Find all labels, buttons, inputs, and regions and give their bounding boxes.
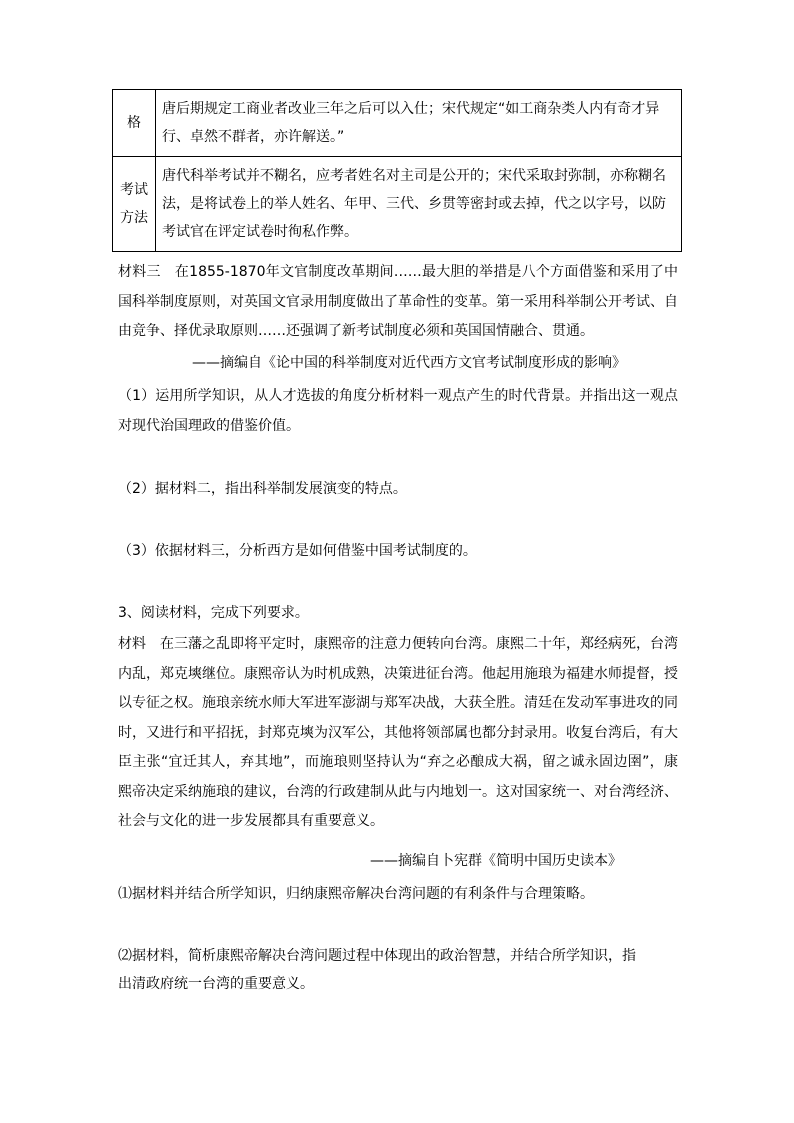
question-3-material: 材料 在三藩之乱即将平定时，康熙帝的注意力便转向台湾。康熙二十年，郑经病死，台湾内乱，郑克塽继位。康熙帝认为时机成熟，决策进征台湾。他起用施琅为福建水师提督，授以专征之权。施琅亲统水师大军进军澎湖与郑军决战，大获全胜。清廷在发动军事进攻的同时，又进行和平招抚，封郑克塽为汉军公，其他将领部属也都分封录用。收复台湾后，有大臣主张“宜迁其人，弃其地”，而施琅则坚持认为“弃之必酿成大祸，留之诚永固边圉”，康熙帝决定采纳施琅的建议，台湾的行政建制从此与内地划一。这对国家统一、对台湾经济、社会与文化的进一步发展都具有重要意义。 [118,636,678,829]
question-3-sub1: ⑴据材料并结合所学知识，归纳康熙帝解决台湾问题的有利条件与合理策略。 [118,886,594,902]
row-header: 考试方法 [113,157,156,252]
comparison-table [112,89,682,252]
question-2-sub2: （2）据材料二，指出科举制发展演变的特点。 [118,481,407,497]
question-3-sub2-line2: 出清政府统一台湾的重要意义。 [118,976,314,992]
question-2-sub1: （1）运用所学知识，从人才选拔的角度分析材料一观点产生的时代背景。并指出这一观点对现代治国理政的借鉴价值。 [118,388,678,434]
material-three-source: ——摘编自《论中国的科举制度对近代西方文官考试制度形成的影响》 [192,355,626,371]
table-row [113,157,682,252]
table-row [113,90,682,157]
row-header: 格 [113,90,156,157]
material-three-text: 材料三 在1855-1870年文官制度改革期间……最大胆的举措是八个方面借鉴和采用了中国科举制度原则，对英国文官录用制度做出了革命性的变革。第一采用科举制公开考试、自由竞争、择优录取原则……还强调了新考试制度必须和英国国情融合、贯通。 [118,264,678,339]
question-3-sub2-line1: ⑵据材料，简析康熙帝解决台湾问题过程中体现出的政治智慧，并结合所学知识，指 [118,948,636,964]
row-content: 唐后期规定工商业者改业三年之后可以入仕；宋代规定“如工商杂类人内有奇才异行、卓然不群者，亦许解送。” [156,90,682,157]
row-content: 唐代科举考试并不糊名，应考者姓名对主司是公开的；宋代采取封弥制，亦称糊名法，是将试卷上的举人姓名、年甲、三代、乡贯等密封或去掉，代之以字号，以防考试官在评定试卷时徇私作弊。 [156,157,682,252]
question-3-source: ——摘编自卜宪群《简明中国历史读本》 [370,853,622,869]
question-2-sub3: （3）依据材料三，分析西方是如何借鉴中国考试制度的。 [118,543,477,559]
question-3-title: 3、阅读材料，完成下列要求。 [118,605,309,621]
